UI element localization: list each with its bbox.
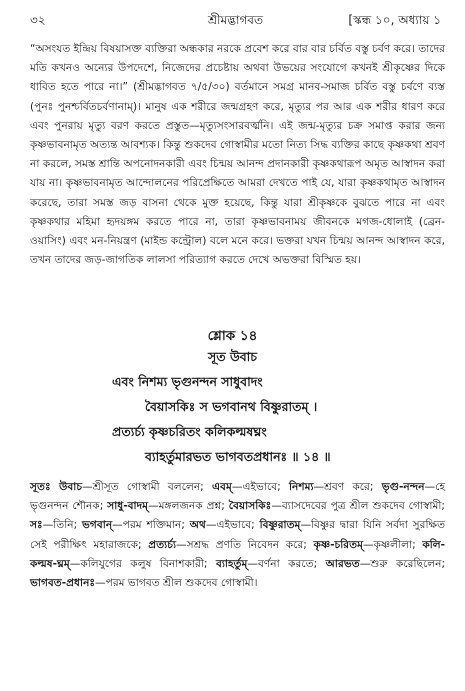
synonym-term: বিষ্ণুরাতম্	[259, 519, 301, 532]
purport-paragraph: “অসংযত ইন্দ্রিয় বিষয়াসক্ত ব্যক্তিরা অন্ধকার নরকে প্রবেশ করে বার বার চর্বিত বস্তু চর্বণ করে। তাদের মতি কখনও অন্যের উপদেশে, নিজেদের প্রচেষ্টায় অথবা উভয়ের সংযোগে কখনই শ্রীকৃষ্ণের দিকে ধাবিত হতে পারে না।” (শ্রীমদ্ভাগবত ৭/৫/৩০) বর্তমানে সমগ্র মানব-সমাজ চর্বিত বস্তু চর্বণে ব্যস্ত (পুনঃ পুনশ্চর্বিতচর্বণানাম্)। মানুষ এক শরীরে জন্মগ্রহণ করে, মৃত্যুর পর আর এক শরীর ধারণ করে এবং পুনরায় মৃত্যু বরণ করতে প্রস্তুত—মৃত্যুসংসারবর্ত্মনি। এই জন্ম-মৃত্যুর চক্র সমাপ্ত করার জন্য কৃষ্ণভাবনামৃত অত্যন্ত আবশ্যক। কিন্তু শুকদেব গোস্বামীর মতো নিত্য সিদ্ধ ব্যক্তির কাছে কৃষ্ণকথা শ্রবণ না করলে, সমস্ত শ্রান্তি অপনোদনকারী এবং চিন্ময় আনন্দ প্রদানকারী কৃষ্ণকথারূপ অমৃত আস্বাদন করা যায় না। কৃষ্ণভাবনামৃত আন্দোলনের পরিপ্রেক্ষিতে আমরা দেখতে পাই যে, যারা কৃষ্ণকথামৃত আস্বাদন করেছে, তারা সমস্ত জড় বাসনা থেকে মুক্ত হয়েছে, কিন্তু যারা শ্রীকৃষ্ণকে বুঝতে পারে না এবং কৃষ্ণকথার মহিমা হৃদয়ঙ্গম করতে পারে না, তারা কৃষ্ণভাবনাময় জীবনকে মগজ-ধোলাই (ব্রেন-ওয়াসিং) এবং মন-নিয়ন্ত্রণ (মাইন্ড কন্ট্রোল) বলে মনে করে। ভক্তরা যখন চিন্ময় আনন্দ আস্বাদন করে, তখন তাদের জড়-জাগতিক লালসা পরিত্যাগ করতে দেখে অভক্তরা বিস্মিত হয়।	[30, 43, 445, 267]
canto-chapter-label: [স্কন্ধ ১০, অধ্যায় ১	[348, 13, 441, 27]
synonym-term: ভাগবত-প্রধানঃ	[30, 577, 96, 590]
synonym-meaning: হে ভৃগুনন্দন শৌনক	[30, 481, 446, 513]
page-number: ৩২	[30, 13, 46, 27]
synonym-term: ভগবান্	[82, 519, 113, 532]
synonym-meaning: পরম ভাগবত শ্রীল শুকদেব গোস্বামী	[105, 577, 254, 590]
verse-line: ব্যাহর্তুমারভত ভাগবতপ্রধানঃ ॥ ১৪ ॥	[145, 449, 331, 464]
synonym-term: বৈয়াসকিঃ	[228, 500, 272, 513]
synonym-term: কৃষ্ণ-চরিতম্	[313, 538, 363, 551]
synonym-meaning: কলিযুগের কলুষ বিনাশকারী	[80, 557, 204, 570]
synonym-meaning: শুরু করেছিলেন	[370, 557, 442, 570]
verse-label: শ্লোক ১৪	[207, 328, 258, 344]
synonym-meaning: কৃষ্ণলীলা	[373, 538, 413, 551]
synonym-meaning: বিষ্ণুর দ্বারা যিনি সর্বদা সুরক্ষিত সেই পরীক্ষিৎ মহারাজকে	[30, 519, 446, 551]
synonym-meaning: এইভাবে	[242, 481, 278, 493]
synonym-term: সঃ	[30, 519, 43, 532]
synonym-term: আরভত	[325, 557, 360, 570]
verse-line: প্রত্যর্চ্য কৃষ্ণচরিতং কলিকল্মষঘ্নং	[112, 424, 267, 439]
book-title: শ্রীমদ্ভাগবত	[207, 13, 263, 27]
synonym-meaning: ব্যাসদেবের পুত্র শ্রীল শুকদেব গোস্বামী	[281, 500, 442, 513]
synonym-meaning: শ্রীসূত গোস্বামী বললেন	[92, 481, 201, 493]
synonym-term: প্রত্যর্চ্য	[148, 538, 177, 551]
verse-line: বৈয়াসকিঃ স ভগবানথ বিষ্ণুরাতম্ ।	[145, 399, 318, 414]
synonym-term: ভৃগু-নন্দন	[381, 481, 425, 493]
verse-line: সূত উবাচ	[207, 349, 258, 364]
synonym-meaning: শ্রবণ করে	[324, 481, 370, 493]
synonym-meaning: এইভাবে	[216, 519, 252, 532]
synonyms-section: সূতঃ উবাচ—শ্রীসূত গোস্বামী বললেন; এবম্—এইভাবে; নিশম্য—শ্রবণ করে; ভৃগু-নন্দন—হে ভৃগুনন্দন শৌনক; সাধু-বাদম্—মঙ্গলজনক প্রশ্ন; বৈয়াসকিঃ—ব্যাসদেবের পুত্র শ্রীল শুকদেব গোস্বামী; সঃ—তিনি; ভগবান্—পরম শক্তিমান; অথ—এইভাবে; বিষ্ণুরাতম্—বিষ্ণুর দ্বারা যিনি সর্বদা সুরক্ষিত সেই পরীক্ষিৎ মহারাজকে; প্রত্যর্চ্য—সশ্রদ্ধ প্রণতি নিবেদন করে; কৃষ্ণ-চরিতম্—কৃষ্ণলীলা; কলি-কল্মষ-ঘ্নম্—কলিযুগের কলুষ বিনাশকারী; ব্যাহর্তুম্—বর্ণনা করতে; আরভত—শুরু করেছিলেন; ভাগবত-প্রধানঃ—পরম ভাগবত শ্রীল শুকদেব গোস্বামী।	[30, 481, 446, 590]
page-header	[30, 12, 441, 32]
synonym-term: ব্যাহর্তুম্	[215, 557, 248, 570]
synonym-meaning: তিনি	[53, 519, 74, 532]
verse-line: এবং নিশম্য ভৃগুনন্দন সাধুবাদং	[112, 374, 263, 389]
purport-section	[30, 40, 445, 270]
synonym-term: এবম্	[212, 481, 232, 493]
synonym-meaning: মঙ্গলজনক প্রশ্ন	[158, 500, 222, 513]
synonym-meaning: সশ্রদ্ধ প্রণতি নিবেদন করে	[186, 538, 304, 551]
synonym-meaning: পরম শক্তিমান	[122, 519, 182, 532]
synonym-term: কলি-কল্মষ-ঘ্নম্	[30, 538, 446, 570]
synonym-term: সূতঃ উবাচ	[30, 481, 83, 493]
synonym-term: অথ	[189, 519, 206, 532]
synonym-term: নিশম্য	[288, 481, 314, 493]
synonym-meaning: বর্ণনা করতে	[257, 557, 314, 570]
synonym-term: সাধু-বাদম্	[107, 500, 149, 513]
